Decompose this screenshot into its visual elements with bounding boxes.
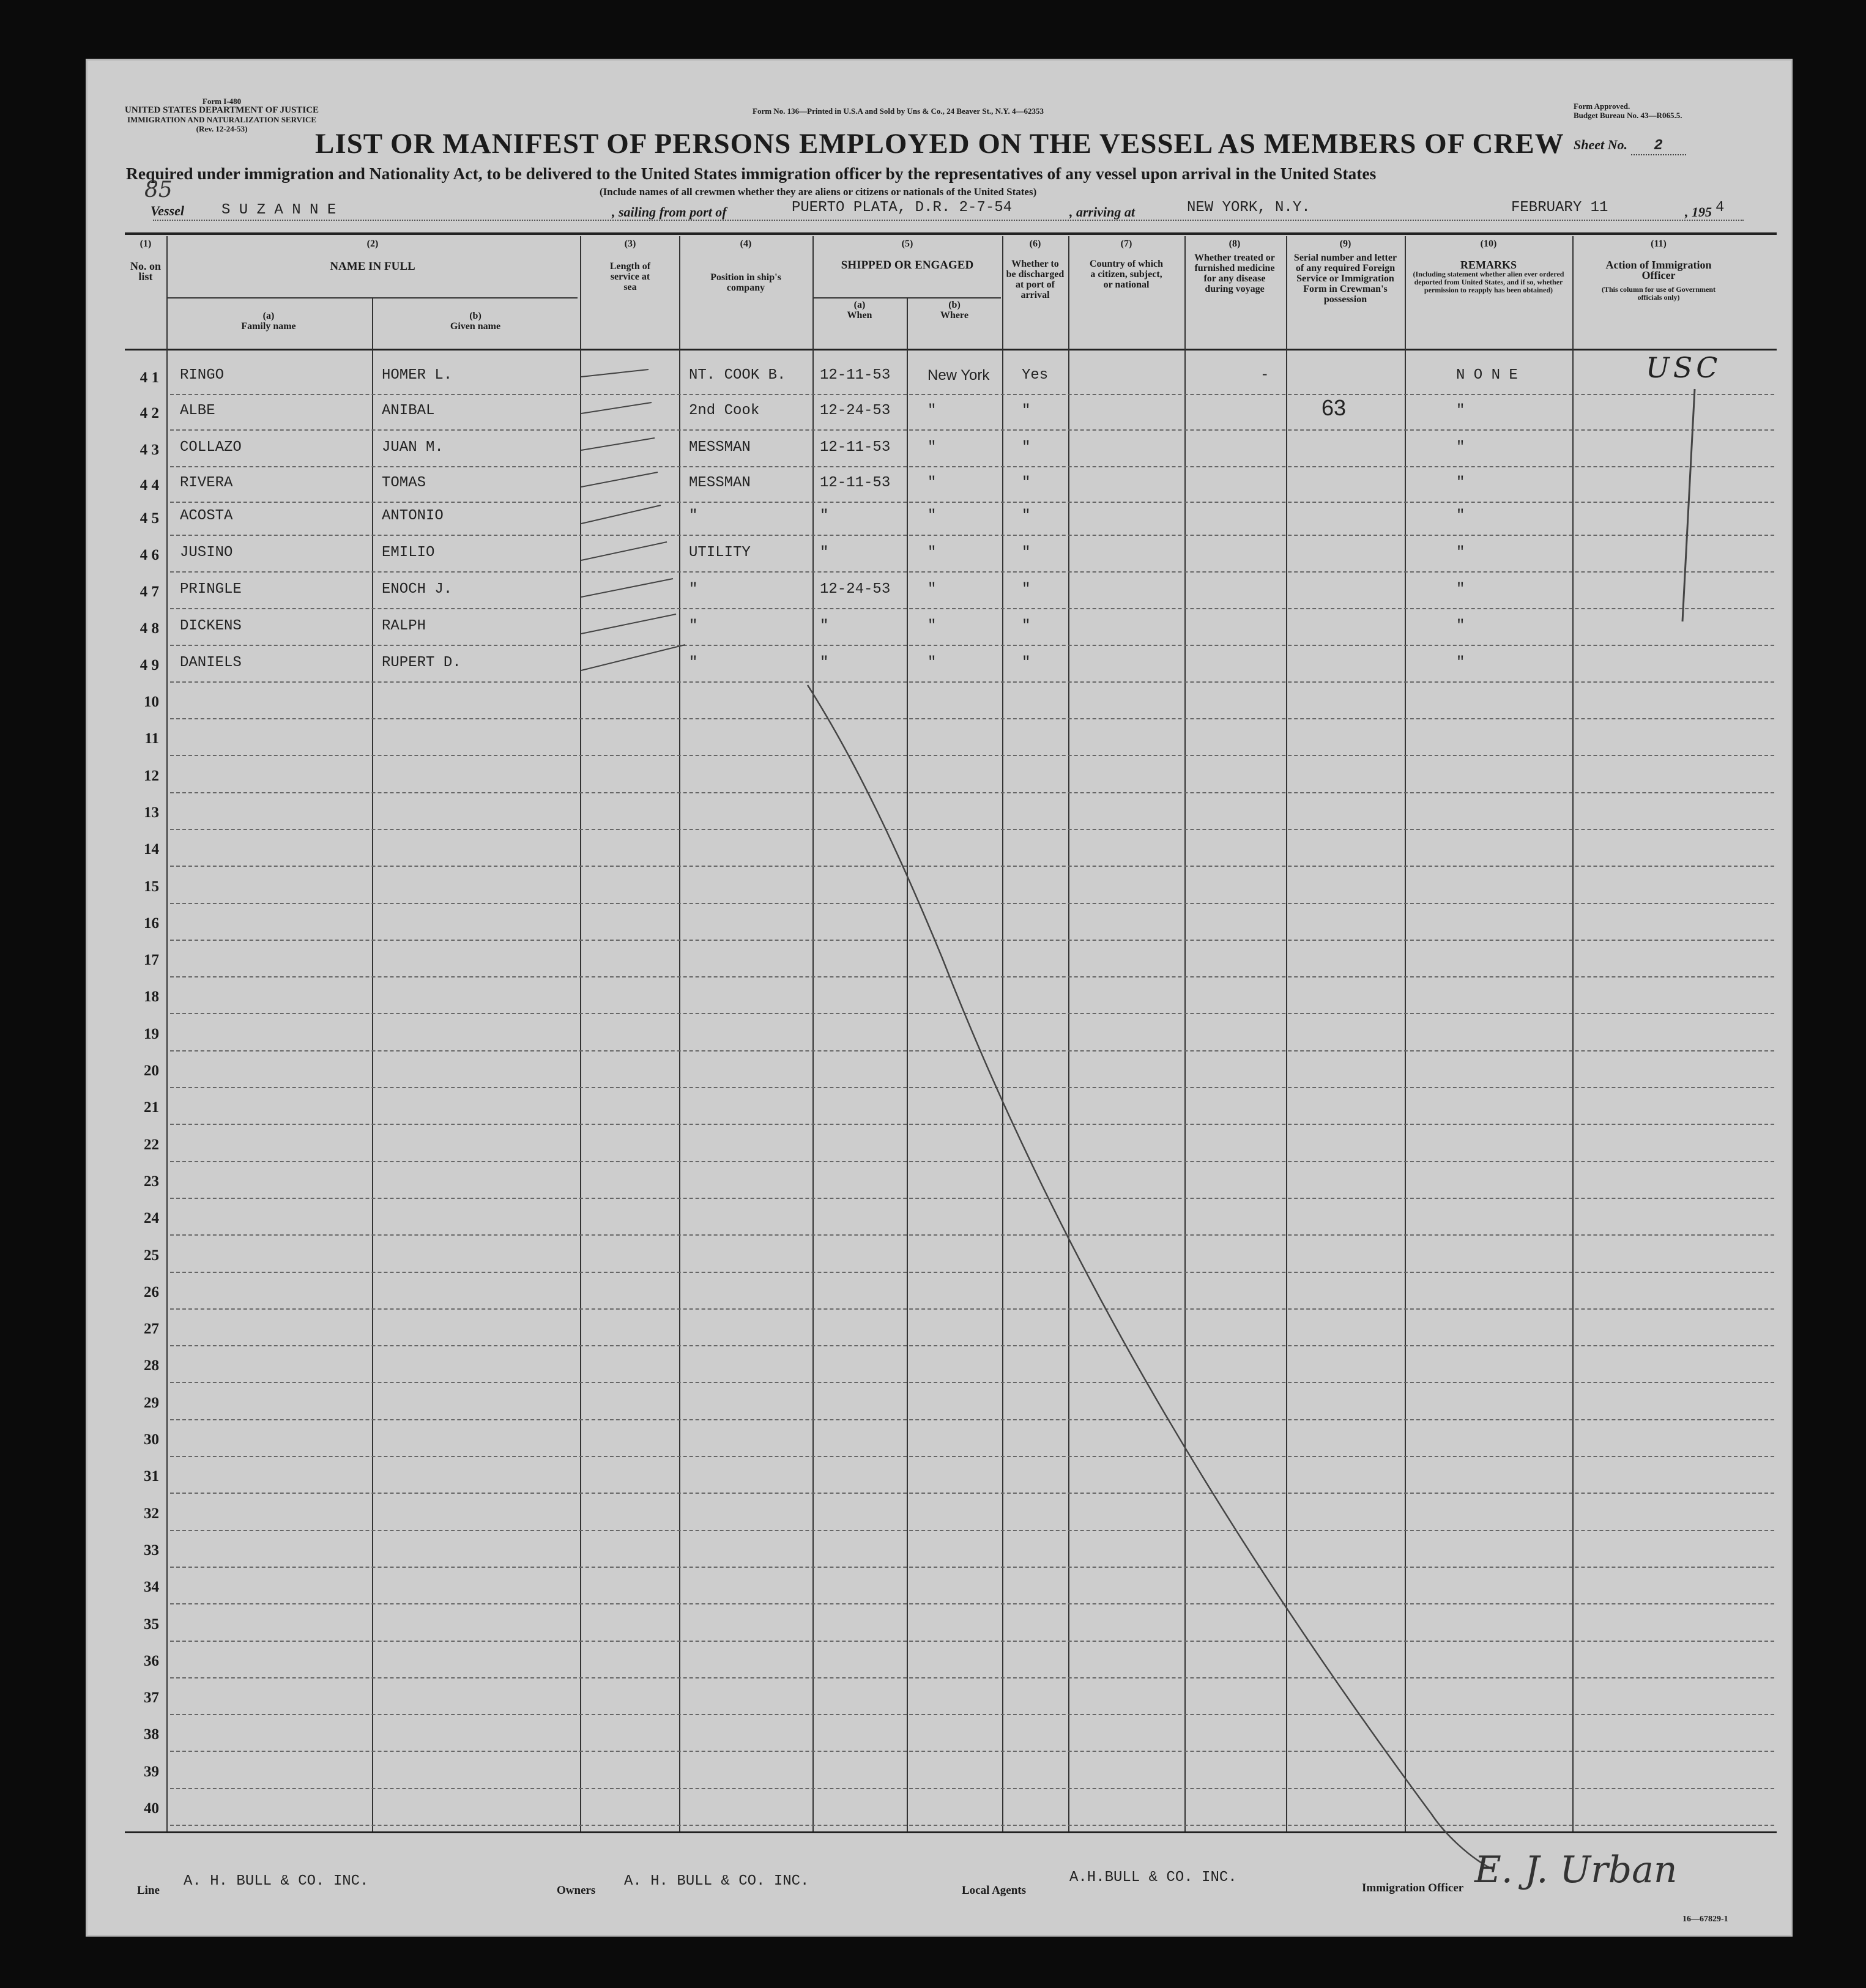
col9-label: Serial number and letter of any required Foreign Service or Immigration Form in Crewman's possession (1293, 253, 1397, 305)
row-number: 4 4 (139, 477, 159, 494)
row-number: 31 (144, 1468, 159, 1485)
col2b-num: (b) (469, 311, 481, 321)
col4-num: (4) (740, 239, 752, 249)
row-number: 4 8 (139, 620, 159, 637)
cell-when: 12-24-53 (820, 402, 891, 419)
cell-remarks: " (1456, 581, 1465, 598)
arrival-date: FEBRUARY 11 (1511, 199, 1608, 216)
footer-line-value: A. H. BULL & CO. INC. (184, 1873, 369, 1890)
col11-label: Action of Immigration Officer (1605, 259, 1712, 281)
cell-medicine: - (1260, 367, 1269, 384)
footer-line-label: Line (137, 1884, 160, 1897)
approval-line1: Form Approved. (1574, 102, 1630, 111)
cell-where: " (927, 655, 937, 671)
cell-discharge: Yes (1022, 367, 1049, 384)
row-number: 4 2 (139, 405, 159, 421)
cell-remarks: N O N E (1456, 367, 1518, 384)
row-number: 20 (144, 1063, 159, 1079)
diagonal-cancel-stroke (808, 685, 1493, 1869)
cell-discharge: " (1022, 544, 1031, 561)
row-number: 29 (144, 1395, 159, 1411)
cell-position: " (689, 655, 698, 671)
port-to: NEW YORK, N.Y. (1187, 199, 1310, 216)
col10-num: (10) (1480, 239, 1497, 249)
form-id-line2: UNITED STATES DEPARTMENT OF JUSTICE (125, 105, 319, 115)
row-number: 18 (144, 988, 159, 1005)
row-number: 25 (144, 1247, 159, 1264)
cell-family: PRINGLE (180, 581, 242, 598)
row-number: 15 (144, 878, 159, 895)
row-number: 11 (144, 730, 159, 747)
footer-officer-label: Immigration Officer (1362, 1882, 1464, 1894)
vessel-label: Vessel (151, 203, 184, 218)
cell-discharge: " (1022, 402, 1031, 419)
cell-given: ENOCH J. (382, 581, 453, 598)
row-number: 35 (144, 1616, 159, 1633)
cell-given: ANIBAL (382, 402, 435, 419)
row-number: 33 (144, 1542, 159, 1559)
cell-when: " (820, 544, 829, 561)
row-number: 21 (144, 1099, 159, 1116)
cell-serial: 63 (1321, 395, 1347, 420)
cell-family: JUSINO (180, 544, 233, 561)
cell-given: ANTONIO (382, 508, 444, 524)
cell-position: " (689, 581, 698, 598)
row-number: 23 (144, 1173, 159, 1190)
service-dash (581, 369, 649, 377)
cell-position: MESSMAN (689, 439, 751, 456)
col1-label: No. on list (130, 260, 161, 283)
cell-remarks: " (1456, 402, 1465, 419)
col5-num: (5) (901, 239, 913, 249)
cell-position: NT. COOK B. (689, 367, 786, 384)
col3-label: Length of service at sea (609, 261, 651, 292)
col5b-num: (b) (948, 300, 961, 310)
vessel-handwritten-mark: 85 (144, 177, 173, 202)
col6-num: (6) (1029, 239, 1041, 249)
col4-label: Position in ship's company (710, 272, 781, 293)
row-number: 22 (144, 1137, 159, 1153)
row-number: 37 (144, 1689, 159, 1706)
col2a-label: Family name (241, 321, 296, 332)
cell-position: UTILITY (689, 544, 751, 561)
form-id-line1: Form I-480 (202, 97, 242, 106)
cell-position: " (689, 618, 698, 634)
cell-family: DICKENS (180, 618, 242, 634)
cell-when: 12-11-53 (820, 439, 891, 456)
row-number: 4 6 (139, 547, 159, 563)
cell-given: TOMAS (382, 475, 426, 491)
cell-discharge: " (1022, 581, 1031, 598)
row-number: 4 3 (139, 442, 159, 458)
sheet-value: 2 (1631, 138, 1686, 155)
cell-where: " (927, 402, 937, 419)
service-dash (581, 505, 661, 524)
cell-discharge: " (1022, 475, 1031, 491)
row-number: 26 (144, 1284, 159, 1300)
col10-label: REMARKS (1460, 259, 1517, 271)
cell-where: " (927, 618, 937, 634)
col5a-num: (a) (853, 300, 866, 310)
cell-where: " (927, 439, 937, 456)
row-number: 40 (144, 1800, 159, 1817)
officer-signature: E. J. Urban (1474, 1849, 1678, 1891)
cell-given: RUPERT D. (382, 655, 461, 671)
cell-discharge: " (1022, 655, 1031, 671)
cell-family: COLLAZO (180, 439, 242, 456)
row-number: 4 7 (139, 584, 159, 600)
cell-family: ACOSTA (180, 508, 233, 524)
col8-num: (8) (1229, 239, 1241, 249)
footer-owners-label: Owners (557, 1884, 596, 1897)
row-number: 13 (144, 804, 159, 821)
service-dash (581, 402, 652, 414)
cell-position: " (689, 508, 698, 524)
page-title: LIST OR MANIFEST OF PERSONS EMPLOYED ON THE VESSEL AS MEMBERS OF CREW (315, 128, 1564, 160)
col5b-label: Where (940, 310, 968, 321)
cell-given: JUAN M. (382, 439, 444, 456)
col6-label: Whether to be discharged at port of arrival (1006, 259, 1065, 300)
cell-given: RALPH (382, 618, 426, 634)
cell-discharge: " (1022, 508, 1031, 524)
cell-given: HOMER L. (382, 367, 453, 384)
col2-num: (2) (366, 239, 379, 249)
cell-discharge: " (1022, 618, 1031, 634)
col7-num: (7) (1120, 239, 1132, 249)
cell-where: New York (927, 367, 990, 384)
vessel-name: S U Z A N N E (221, 202, 336, 218)
cell-where: " (927, 544, 937, 561)
form-id-line4: (Rev. 12-24-53) (196, 124, 248, 133)
cell-given: EMILIO (382, 544, 435, 561)
service-dash (581, 579, 673, 597)
footer-code: 16—67829-1 (1682, 1915, 1728, 1924)
row-number: 36 (144, 1653, 159, 1669)
row-number: 38 (144, 1726, 159, 1743)
row-number: 30 (144, 1431, 159, 1448)
cell-family: DANIELS (180, 655, 242, 671)
row-number: 24 (144, 1210, 159, 1226)
cell-family: RINGO (180, 367, 225, 384)
service-dash (581, 645, 685, 670)
manifest-sheet (86, 59, 1793, 1937)
footer-agents-label: Local Agents (962, 1884, 1027, 1897)
cell-position: 2nd Cook (689, 402, 760, 419)
row-number: 4 5 (139, 510, 159, 527)
row-number: 39 (144, 1764, 159, 1780)
col2b-label: Given name (450, 321, 501, 332)
col3-num: (3) (624, 239, 636, 249)
form-id-line3: IMMIGRATION AND NATURALIZATION SERVICE (127, 115, 317, 124)
cell-position: MESSMAN (689, 475, 751, 491)
page-subnote: (Include names of all crewmen whether they are aliens or citizens or nationals of the United States) (600, 186, 1037, 198)
col11-num: (11) (1651, 239, 1667, 249)
row-number: 34 (144, 1579, 159, 1595)
cell-family: RIVERA (180, 475, 233, 491)
arriving-label: , arriving at (1069, 204, 1135, 220)
row-number: 14 (144, 841, 159, 858)
service-dash (581, 438, 655, 450)
cell-where: " (927, 508, 937, 524)
footer-owners-value: A. H. BULL & CO. INC. (624, 1873, 809, 1890)
strike-line (86, 59, 1793, 1937)
cell-remarks: " (1456, 439, 1465, 456)
cell-remarks: " (1456, 544, 1465, 561)
sailing-label: , sailing from port of (612, 204, 727, 220)
cell-when: " (820, 655, 829, 671)
col5-label: SHIPPED OR ENGAGED (841, 259, 974, 272)
service-dash (581, 614, 676, 634)
col2a-num: (a) (262, 311, 275, 321)
page-subtitle: Required under immigration and Nationality Act, to be delivered to the United States immigration officer by the representatives of any vessel upon arrival in the United States (126, 164, 1377, 183)
row-number: 17 (144, 952, 159, 968)
cell-when: " (820, 508, 829, 524)
cell-remarks: " (1456, 618, 1465, 634)
cell-action: USC (1646, 351, 1722, 384)
footer-agents-value: A.H.BULL & CO. INC. (1069, 1869, 1237, 1886)
row-number: 4 9 (139, 657, 159, 673)
cell-remarks: " (1456, 655, 1465, 671)
sheet-label: Sheet No. (1574, 137, 1627, 152)
row-number: 27 (144, 1321, 159, 1337)
cell-remarks: " (1456, 475, 1465, 491)
cell-family: ALBE (180, 402, 215, 419)
col7-label: Country of which a citizen, subject, or national (1090, 259, 1164, 290)
cell-when: 12-11-53 (820, 367, 891, 384)
year-suffix: 4 (1715, 199, 1725, 216)
col8-label: Whether treated or furnished medicine for any disease during voyage (1194, 253, 1275, 294)
row-number: 28 (144, 1357, 159, 1374)
cell-where: " (927, 475, 937, 491)
service-dash (581, 542, 667, 560)
cell-remarks: " (1456, 508, 1465, 524)
cell-when: 12-24-53 (820, 581, 891, 598)
cell-discharge: " (1022, 439, 1031, 456)
year-prefix: , 195 (1685, 204, 1712, 220)
row-number: 10 (144, 694, 159, 710)
printer-note: Form No. 136—Printed in U.S.A and Sold by Uns & Co., 24 Beaver St., N.Y. 4—62353 (753, 106, 1044, 116)
row-number: 32 (144, 1505, 159, 1522)
col5a-label: When (847, 310, 872, 321)
col11-note: (This column for use of Government officials only) (1601, 285, 1716, 302)
col2-label: NAME IN FULL (330, 260, 415, 273)
port-from: PUERTO PLATA, D.R. 2-7-54 (792, 199, 1013, 216)
cell-where: " (927, 581, 937, 598)
row-number: 19 (144, 1026, 159, 1042)
action-bracket-stroke (1682, 389, 1695, 621)
col9-num: (9) (1339, 239, 1351, 249)
row-number: 12 (144, 768, 159, 784)
row-number: 16 (144, 915, 159, 932)
service-dash (581, 472, 658, 487)
col1-num: (1) (139, 239, 152, 249)
row-number: 4 1 (139, 369, 159, 386)
cell-when: " (820, 618, 829, 634)
col10-note: (Including statement whether alien ever ordered deported from United States, and if so, whether permission to reapply has been obtained) (1413, 270, 1564, 294)
approval-line2: Budget Bureau No. 43—R065.5. (1574, 111, 1682, 120)
cell-when: 12-11-53 (820, 475, 891, 491)
